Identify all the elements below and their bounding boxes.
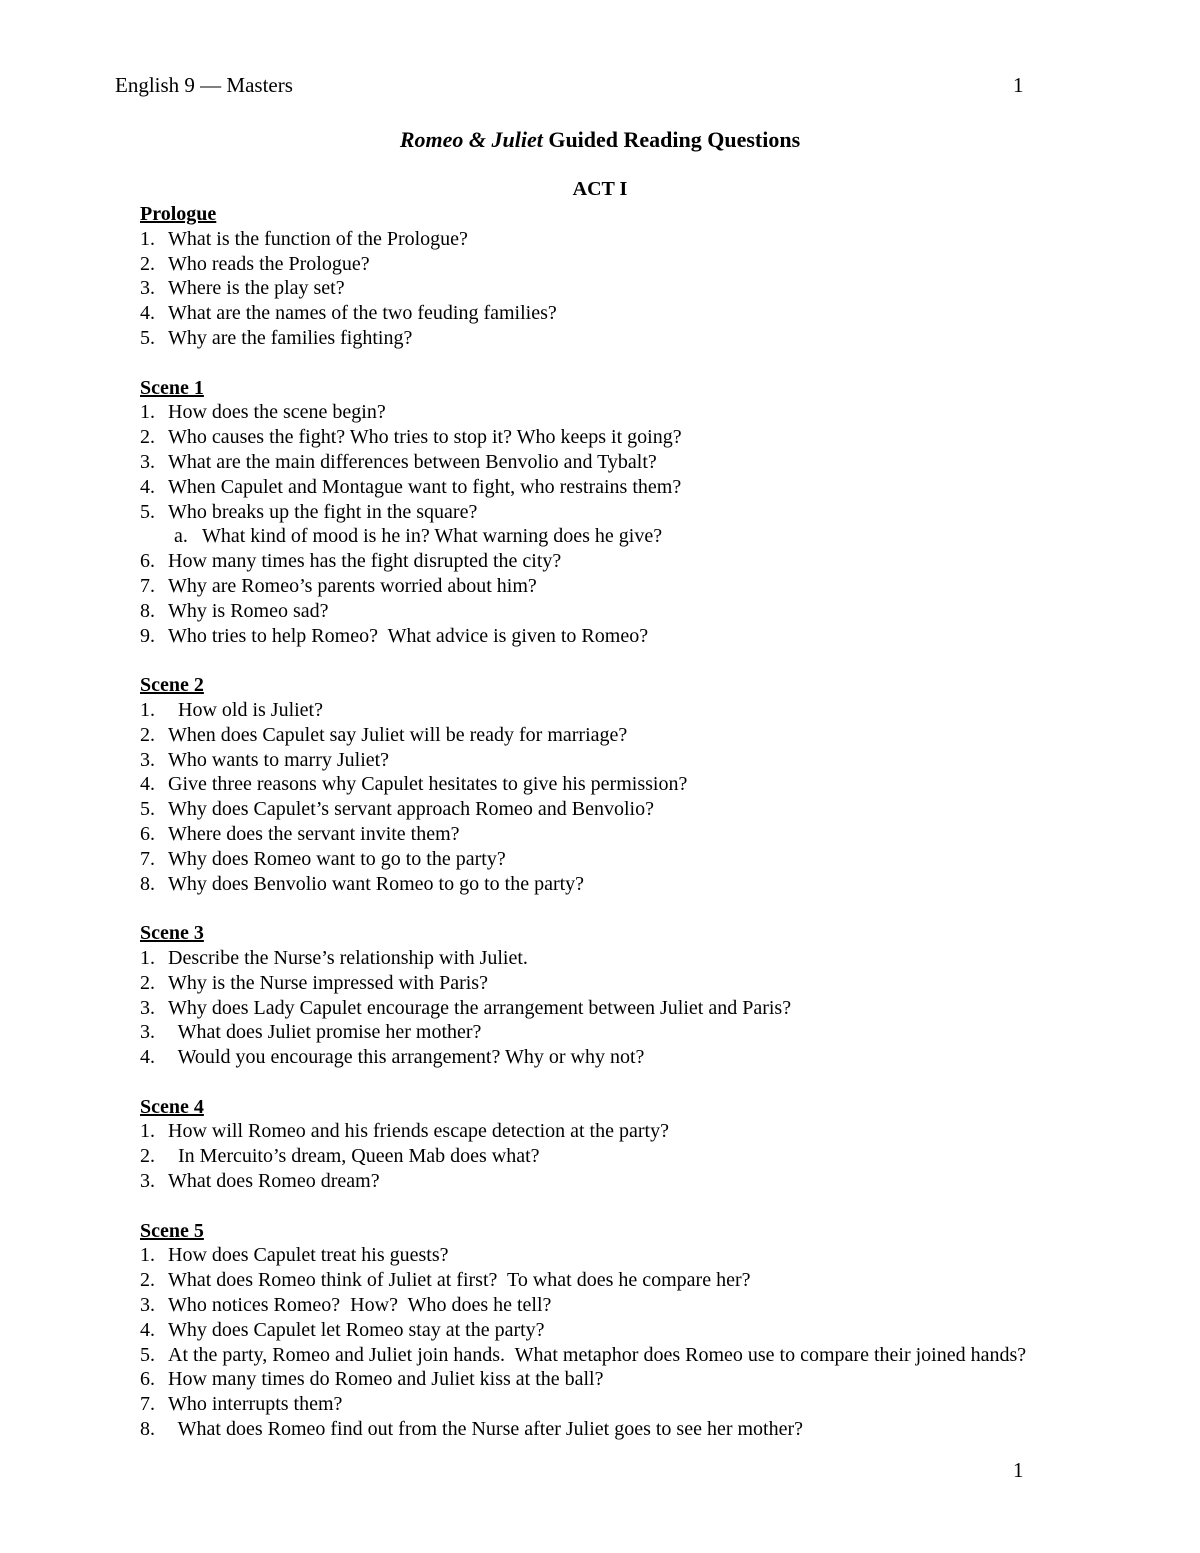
question bbox=[140, 1367, 1140, 1392]
question-number: 8. bbox=[140, 872, 155, 895]
question-number: 4. bbox=[140, 302, 155, 325]
question-number: 1. bbox=[140, 401, 155, 424]
question bbox=[140, 624, 1140, 649]
question bbox=[140, 1169, 1140, 1194]
question-text: Who causes the fight? Who tries to stop it? Who keeps it going? bbox=[168, 426, 682, 449]
section-heading: Scene 4 bbox=[140, 1095, 204, 1118]
question-text: Why does Benvolio want Romeo to go to the party? bbox=[168, 872, 585, 895]
section bbox=[140, 673, 1140, 896]
question-text: Why does Capulet let Romeo stay at the party? bbox=[168, 1318, 545, 1341]
question-number: 7. bbox=[140, 574, 155, 597]
question-number: 3. bbox=[140, 450, 155, 473]
act-heading: ACT I bbox=[572, 178, 628, 200]
question-number: 2. bbox=[140, 971, 155, 994]
section bbox=[140, 921, 1140, 1070]
question-number: 7. bbox=[140, 847, 155, 870]
question-number: 2. bbox=[140, 1269, 155, 1292]
page-title bbox=[0, 125, 1200, 155]
question-text: How many times has the fight disrupted the city? bbox=[168, 550, 562, 573]
section-heading: Scene 1 bbox=[140, 376, 204, 399]
question bbox=[140, 1045, 1140, 1070]
question-text: Where is the play set? bbox=[168, 277, 345, 300]
question-number: 5. bbox=[140, 1343, 155, 1366]
title-rest: Guided Reading Questions bbox=[542, 127, 801, 152]
question-number: 1. bbox=[140, 1120, 155, 1143]
question-text: Why are Romeo’s parents worried about him? bbox=[168, 574, 537, 597]
question bbox=[140, 748, 1140, 773]
question bbox=[140, 1293, 1140, 1318]
question-text: Why is Romeo sad? bbox=[168, 599, 329, 622]
question-number: 4. bbox=[140, 475, 155, 498]
question-text: Give three reasons why Capulet hesitates to give his permission? bbox=[168, 773, 688, 796]
section-heading: Scene 5 bbox=[140, 1219, 204, 1242]
question bbox=[140, 1392, 1140, 1417]
question bbox=[140, 425, 1140, 450]
question-text: What kind of mood is he in? What warning does he give? bbox=[202, 525, 663, 548]
question-number: 1. bbox=[140, 698, 155, 721]
question bbox=[140, 1343, 1140, 1368]
question-text: What does Juliet promise her mother? bbox=[168, 1021, 482, 1044]
question-number: 5. bbox=[140, 326, 155, 349]
question-text: At the party, Romeo and Juliet join hands. What metaphor does Romeo use to compare their joined hands? bbox=[168, 1343, 1027, 1366]
question bbox=[140, 574, 1140, 599]
question-text: Why are the families fighting? bbox=[168, 326, 413, 349]
question-text: Who interrupts them? bbox=[168, 1393, 343, 1416]
sub-question bbox=[140, 524, 1140, 549]
question-number: 9. bbox=[140, 624, 155, 647]
question bbox=[140, 326, 1140, 351]
question-number: 6. bbox=[140, 822, 155, 845]
question-text: What is the function of the Prologue? bbox=[168, 227, 468, 250]
question bbox=[140, 500, 1140, 525]
question bbox=[140, 996, 1140, 1021]
section bbox=[140, 202, 1140, 351]
question bbox=[140, 1243, 1140, 1268]
question bbox=[140, 1144, 1140, 1169]
question-text: How old is Juliet? bbox=[168, 698, 323, 721]
question-number: 5. bbox=[140, 500, 155, 523]
question bbox=[140, 252, 1140, 277]
question-text: In Mercuito’s dream, Queen Mab does what? bbox=[168, 1145, 540, 1168]
question-text: What are the names of the two feuding families? bbox=[168, 302, 557, 325]
question bbox=[140, 847, 1140, 872]
question bbox=[140, 1119, 1140, 1144]
question bbox=[140, 599, 1140, 624]
section-heading: Scene 2 bbox=[140, 674, 204, 697]
question-number: 4. bbox=[140, 1046, 155, 1069]
questions-body bbox=[140, 202, 1140, 1467]
section-heading: Prologue bbox=[140, 203, 217, 225]
question-number: 2. bbox=[140, 1145, 155, 1168]
section bbox=[140, 1219, 1140, 1442]
question-text: How will Romeo and his friends escape detection at the party? bbox=[168, 1120, 669, 1143]
question bbox=[140, 872, 1140, 897]
question-number: 7. bbox=[140, 1393, 155, 1416]
question-number: 3. bbox=[140, 748, 155, 771]
question bbox=[140, 971, 1140, 996]
question-number: 6. bbox=[140, 550, 155, 573]
question bbox=[140, 450, 1140, 475]
question-text: Would you encourage this arrangement? Why or why not? bbox=[168, 1046, 645, 1069]
question bbox=[140, 723, 1140, 748]
question-number: 2. bbox=[140, 723, 155, 746]
question bbox=[140, 1268, 1140, 1293]
question-number: 8. bbox=[140, 1418, 155, 1441]
question-number: 1. bbox=[140, 946, 155, 969]
question-number: 2. bbox=[140, 252, 155, 275]
question bbox=[140, 698, 1140, 723]
question-number: a. bbox=[174, 525, 188, 548]
question-text: Who breaks up the fight in the square? bbox=[168, 500, 478, 523]
question-number: 8. bbox=[140, 599, 155, 622]
question-text: When does Capulet say Juliet will be ready for marriage? bbox=[168, 723, 628, 746]
footer-page-number: 1 bbox=[1013, 1458, 1024, 1482]
question-number: 3. bbox=[140, 1294, 155, 1317]
question-text: When Capulet and Montague want to fight, who restrains them? bbox=[168, 475, 682, 498]
question-number: 4. bbox=[140, 773, 155, 796]
question-number: 4. bbox=[140, 1318, 155, 1341]
question-text: What are the main differences between Benvolio and Tybalt? bbox=[168, 450, 657, 473]
question-number: 3. bbox=[140, 1170, 155, 1193]
section bbox=[140, 376, 1140, 649]
question bbox=[140, 276, 1140, 301]
question-number: 1. bbox=[140, 1244, 155, 1267]
question bbox=[140, 772, 1140, 797]
question-text: Why is the Nurse impressed with Paris? bbox=[168, 971, 488, 994]
question-text: What does Romeo dream? bbox=[168, 1170, 380, 1193]
question-text: How many times do Romeo and Juliet kiss at the ball? bbox=[168, 1368, 604, 1391]
question bbox=[140, 797, 1140, 822]
question-text: What does Romeo think of Juliet at first? To what does he compare her? bbox=[168, 1269, 751, 1292]
question bbox=[140, 1020, 1140, 1045]
question bbox=[140, 1417, 1140, 1442]
question-text: Describe the Nurse’s relationship with Juliet. bbox=[168, 946, 528, 969]
question bbox=[140, 946, 1140, 971]
question bbox=[140, 549, 1140, 574]
title-italic: Romeo & Juliet bbox=[399, 127, 543, 152]
question-text: Where does the servant invite them? bbox=[168, 822, 460, 845]
question-number: 2. bbox=[140, 426, 155, 449]
question-text: Who reads the Prologue? bbox=[168, 252, 370, 275]
question-number: 3. bbox=[140, 1021, 155, 1044]
question bbox=[140, 475, 1140, 500]
section-heading: Scene 3 bbox=[140, 922, 204, 945]
section bbox=[140, 1095, 1140, 1194]
question-text: How does the scene begin? bbox=[168, 401, 386, 424]
question-number: 3. bbox=[140, 277, 155, 300]
question-text: Who wants to marry Juliet? bbox=[168, 748, 390, 771]
question-text: Who notices Romeo? How? Who does he tell? bbox=[168, 1294, 552, 1317]
question-number: 3. bbox=[140, 996, 155, 1019]
question bbox=[140, 400, 1140, 425]
header-page-number: 1 bbox=[1013, 73, 1024, 97]
question-text: How does Capulet treat his guests? bbox=[168, 1244, 449, 1267]
question bbox=[140, 822, 1140, 847]
question-number: 5. bbox=[140, 798, 155, 821]
question-number: 1. bbox=[140, 227, 155, 250]
question-text: Why does Capulet’s servant approach Romeo and Benvolio? bbox=[168, 798, 654, 821]
question bbox=[140, 227, 1140, 252]
question-text: Why does Lady Capulet encourage the arrangement between Juliet and Paris? bbox=[168, 996, 792, 1019]
question-number: 6. bbox=[140, 1368, 155, 1391]
question bbox=[140, 301, 1140, 326]
question-text: Why does Romeo want to go to the party? bbox=[168, 847, 506, 870]
question bbox=[140, 1318, 1140, 1343]
question-text: What does Romeo find out from the Nurse after Juliet goes to see her mother? bbox=[168, 1418, 804, 1441]
header-course: English 9 — Masters bbox=[115, 73, 293, 97]
question-text: Who tries to help Romeo? What advice is given to Romeo? bbox=[168, 624, 649, 647]
